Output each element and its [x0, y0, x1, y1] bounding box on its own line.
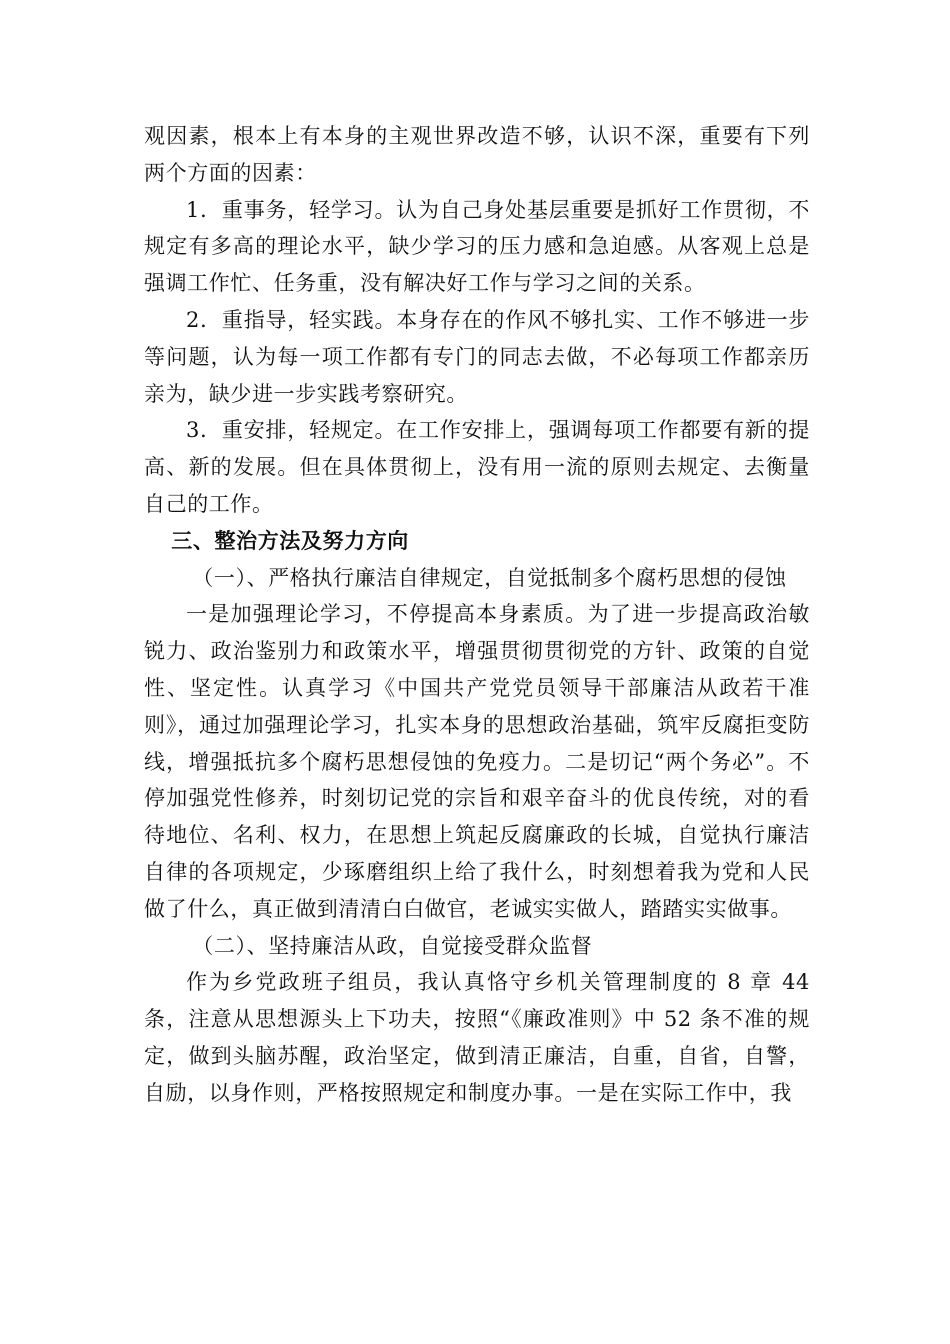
subsection-heading-2: （二）、坚持廉洁从政，自觉接受群众监督	[192, 933, 593, 958]
paragraph-point-1: 1．重事务，轻学习。认为自己身处基层重要是抓好工作贯彻，不规定有多高的理论水平，缺少学习的压力感和急迫感。从客观上总是强调工作忙、任务重，没有解决好工作与学习之间的关系。	[144, 197, 810, 296]
paragraph-continuation: 观因素，根本上有本身的主观世界改造不够，认识不深，重要有下列两个方面的因素：	[144, 124, 810, 185]
document-body	[144, 118, 810, 1112]
paragraph-body-2: 作为乡党政班子组员，我认真恪守乡机关管理制度的 8 章 44 条，注意从思想源头上下功夫，按照“《廉政准则》中 52 条不准的规定，做到头脑苏醒，政治坚定，做到清正廉洁，自重，自省，自警，自励，以身作则，严格按照规定和制度办事。一是在实际工作中，我	[144, 970, 810, 1105]
paragraph-point-3: 3．重安排，轻规定。在工作安排上，强调每项工作都要有新的提高、新的发展。但在具体贯彻上，没有用一流的原则去规定、去衡量自己的工作。	[144, 418, 810, 516]
paragraph-body-1: 一是加强理论学习，不停提高本身素质。为了进一步提高政治敏锐力、政治鉴别力和政策水平，增强贯彻贯彻党的方针、政策的自觉性、坚定性。认真学习《中国共产党党员领导干部廉洁从政若干准则》，通过加强理论学习，扎实本身的思想政治基础，筑牢反腐拒变防线，增强抵抗多个腐朽思想侵蚀的免疫力。二是切记“两个务必”。不停加强党性修养，时刻切记党的宗旨和艰辛奋斗的优良传统，对的看待地位、名利、权力，在思想上筑起反腐廉政的长城，自觉执行廉洁自律的各项规定，少琢磨组织上给了我什么，时刻想着我为党和人民做了什么，真正做到清清白白做官，老诚实实做人，踏踏实实做事。	[144, 602, 810, 921]
section-heading: 三、整治方法及努力方向	[171, 527, 409, 553]
paragraph-point-2: 2．重指导，轻实践。本身存在的作风不够扎实、工作不够进一步等问题，认为每一项工作都有专门的同志去做，不必每项工作都亲历亲为，缺少进一步实践考察研究。	[144, 307, 810, 406]
subsection-heading-1: （一）、严格执行廉洁自律规定，自觉抵制多个腐朽思想的侵蚀	[192, 565, 787, 590]
